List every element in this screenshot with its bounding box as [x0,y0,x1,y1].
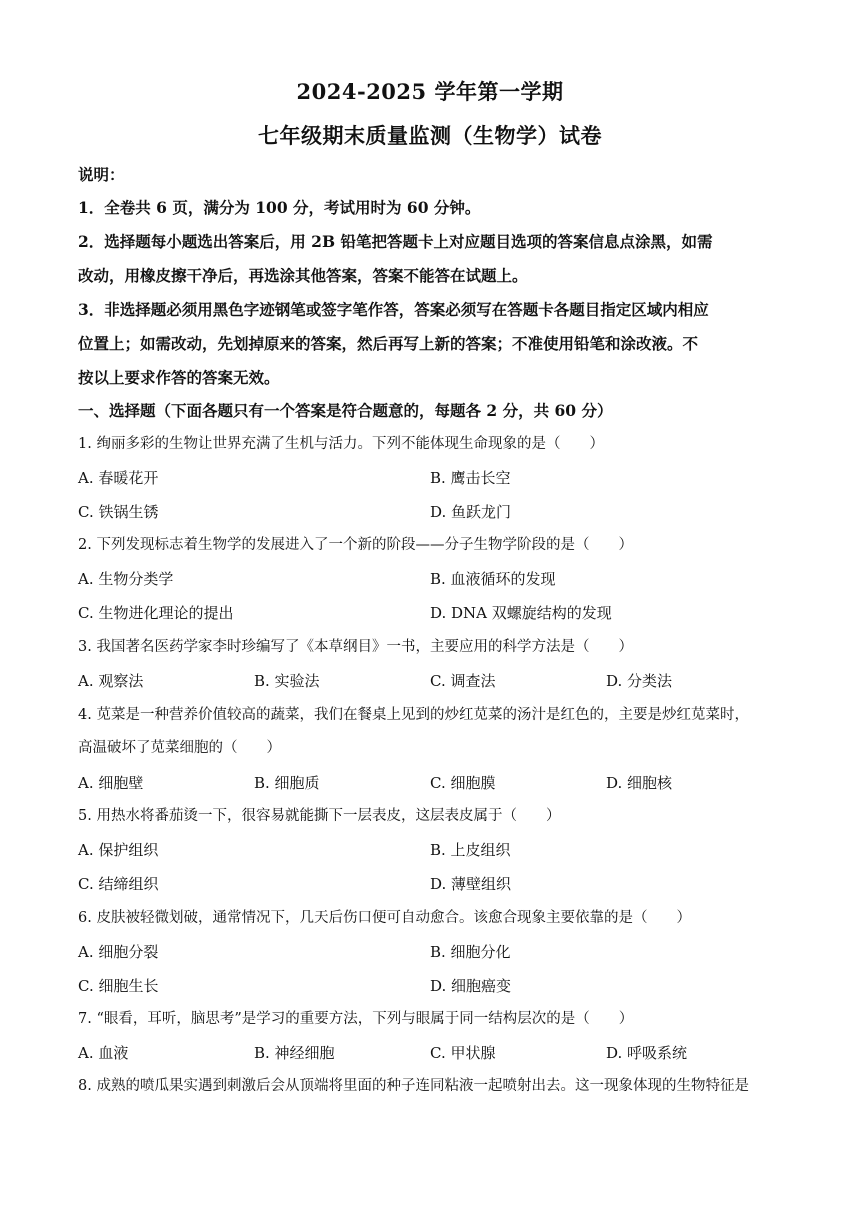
question-5-stem: 5. 用热水将番茄烫一下，很容易就能撕下一层表皮，这层表皮属于（ ） [78,808,561,824]
q3-option-a: A. 观察法 [78,672,144,690]
q7-option-c: C. 甲状腺 [430,1044,496,1062]
question-6-stem: 6. 皮肤被轻微划破，通常情况下，几天后伤口便可自动愈合。该愈合现象主要依靠的是（ ） [78,910,691,926]
question-7-stem: 7. “眼看，耳听，脑思考”是学习的重要方法，下列与眼属于同一结构层次的是（ ） [78,1011,634,1027]
q3-option-d: D. 分类法 [606,672,673,690]
q1-option-d: D. 鱼跃龙门 [430,503,512,521]
exam-title-year: 2024-2025 学年第一学期 [296,79,564,104]
q2-option-b: B. 血液循环的发现 [430,570,556,588]
note-3-line-2: 位置上；如需改动，先划掉原来的答案，然后再写上新的答案；不准使用铅笔和涂改液。不 [78,334,699,353]
q5-option-c: C. 结缔组织 [78,875,159,893]
section-heading: 一、选择题（下面各题只有一个答案是符合题意的，每题各 2 分，共 60 分） [78,401,613,420]
note-1: 1．全卷共 6 页，满分为 100 分，考试用时为 60 分钟。 [78,198,481,217]
q1-option-c: C. 铁锅生锈 [78,503,159,521]
note-2-line-2: 改动，用橡皮擦干净后，再选涂其他答案，答案不能答在试题上。 [78,266,528,285]
q6-option-c: C. 细胞生长 [78,977,159,995]
q4-option-d: D. 细胞核 [606,774,673,792]
q6-option-a: A. 细胞分裂 [78,943,159,961]
q5-option-d: D. 薄壁组织 [430,875,512,893]
q3-option-c: C. 调查法 [430,672,496,690]
note-2-line-1: 2．选择题每小题选出答案后，用 2B 铅笔把答题卡上对应题目选项的答案信息点涂黑，如需 [78,232,713,251]
q5-option-b: B. 上皮组织 [430,841,511,859]
q6-option-b: B. 细胞分化 [430,943,511,961]
q4-option-b: B. 细胞质 [254,774,320,792]
question-3-stem: 3. 我国著名医药学家李时珍编写了《本草纲目》一书，主要应用的科学方法是（ ） [78,639,633,655]
note-3-line-1: 3．非选择题必须用黑色字迹钢笔或签字笔作答，答案必须写在答题卡各题目指定区域内相应 [78,300,709,319]
q7-option-a: A. 血液 [78,1044,129,1062]
q1-option-a: A. 春暖花开 [78,469,159,487]
q4-option-c: C. 细胞膜 [430,774,496,792]
question-4-stem-line-2: 高温破坏了苋菜细胞的（ ） [78,740,281,756]
exam-title-subject: 七年级期末质量监测（生物学）试卷 [258,123,602,148]
notes-label: 说明： [78,165,125,184]
q7-option-d: D. 呼吸系统 [606,1044,688,1062]
q1-option-b: B. 鹰击长空 [430,469,511,487]
question-8-stem: 8. 成熟的喷瓜果实遇到刺激后会从顶端将里面的种子连同粘液一起喷射出去。这一现象体现的生物特征是 [78,1078,749,1094]
note-3-line-3: 按以上要求作答的答案无效。 [78,368,280,387]
q6-option-d: D. 细胞癌变 [430,977,512,995]
q5-option-a: A. 保护组织 [78,841,159,859]
q2-option-d: D. DNA 双螺旋结构的发现 [430,604,612,622]
question-4-stem-line-1: 4. 苋菜是一种营养价值较高的蔬菜，我们在餐桌上见到的炒红苋菜的汤汁是红色的，主要是炒红苋菜时， [78,707,749,723]
q2-option-c: C. 生物进化理论的提出 [78,604,234,622]
q3-option-b: B. 实验法 [254,672,320,690]
q2-option-a: A. 生物分类学 [78,570,174,588]
q7-option-b: B. 神经细胞 [254,1044,335,1062]
q4-option-a: A. 细胞壁 [78,774,144,792]
question-1-stem: 1. 绚丽多彩的生物让世界充满了生机与活力。下列不能体现生命现象的是（ ） [78,436,604,452]
question-2-stem: 2. 下列发现标志着生物学的发展进入了一个新的阶段——分子生物学阶段的是（ ） [78,537,633,553]
